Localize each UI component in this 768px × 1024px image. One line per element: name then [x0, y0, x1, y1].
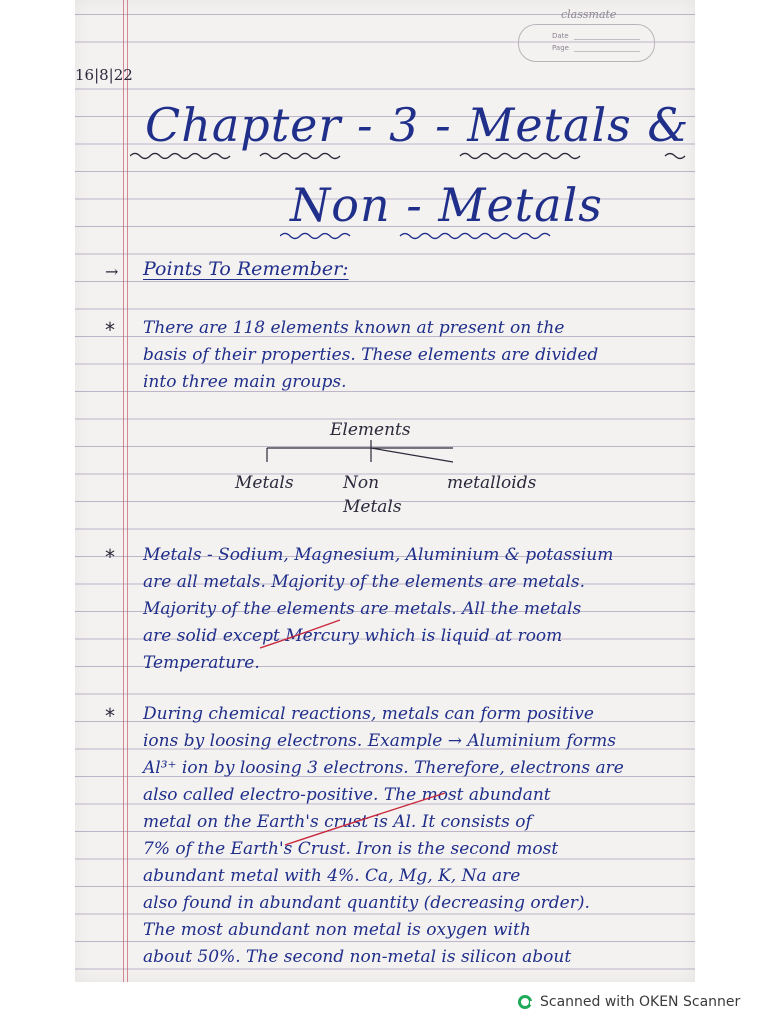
para2-line: Metals - Sodium, Magnesium, Aluminium & potassium	[143, 545, 614, 565]
margin-line	[123, 0, 124, 982]
tree-branch-non-metals: Metals	[343, 497, 402, 517]
arrow-icon: →	[105, 262, 119, 281]
title-underline-2	[280, 230, 580, 242]
tree-branches	[225, 440, 485, 470]
para1-line: basis of their properties. These elements are divided	[143, 345, 599, 365]
tree-branch-non: Non	[343, 473, 380, 493]
notebook-page	[75, 0, 695, 982]
para3-line: The most abundant non metal is oxygen with	[143, 920, 531, 940]
para3-line: about 50%. The second non-metal is silicon about	[143, 947, 572, 967]
scanner-text: Scanned with OKEN Scanner	[540, 994, 741, 1010]
margin-line	[127, 0, 128, 982]
para2-line: are all metals. Majority of the elements are metals.	[143, 572, 585, 592]
scanner-watermark	[518, 994, 740, 1010]
brand-label: classmate	[561, 8, 617, 21]
date-label: Date	[552, 32, 569, 40]
red-correction-mark-2	[275, 790, 455, 850]
para3-line: ions by loosing electrons. Example → Aluminium forms	[143, 731, 616, 751]
tree-branch-metalloids: metalloids	[447, 473, 537, 493]
handwritten-date: 16|8|22	[75, 66, 133, 84]
para2-line: Temperature.	[143, 653, 260, 673]
para3-line: Al³⁺ ion by loosing 3 electrons. Therefore, electrons are	[143, 758, 624, 778]
para3-line: also found in abundant quantity (decreasing order).	[143, 893, 590, 913]
title-line-2: Non - Metals	[290, 178, 603, 232]
para2-line: Majority of the elements are metals. All the metals	[143, 599, 582, 619]
date-page-box	[518, 24, 655, 62]
page-label: Page	[552, 44, 569, 52]
para3-line: also called electro-positive. The most abundant	[143, 785, 551, 805]
title-line-1: Chapter - 3 - Metals &	[145, 98, 690, 152]
para1-line: There are 118 elements known at present on the	[143, 318, 565, 338]
asterisk-icon: *	[105, 545, 115, 569]
title-underline	[130, 150, 690, 162]
para2-line: are solid except Mercury which is liquid at room	[143, 626, 563, 646]
tree-root: Elements	[330, 420, 411, 440]
scanner-logo-icon	[518, 995, 532, 1009]
para3-line: 7% of the Earth's Crust. Iron is the second most	[143, 839, 559, 859]
para3-line: abundant metal with 4%. Ca, Mg, K, Na are	[143, 866, 521, 886]
red-correction-mark	[255, 618, 345, 658]
para3-line: metal on the Earth's crust is Al. It consists of	[143, 812, 532, 832]
tree-branch-metals: Metals	[235, 473, 294, 493]
points-heading: Points To Remember:	[143, 258, 349, 280]
asterisk-icon: *	[105, 318, 115, 342]
para1-line: into three main groups.	[143, 372, 347, 392]
para3-line: During chemical reactions, metals can form positive	[143, 704, 594, 724]
asterisk-icon: *	[105, 704, 115, 728]
